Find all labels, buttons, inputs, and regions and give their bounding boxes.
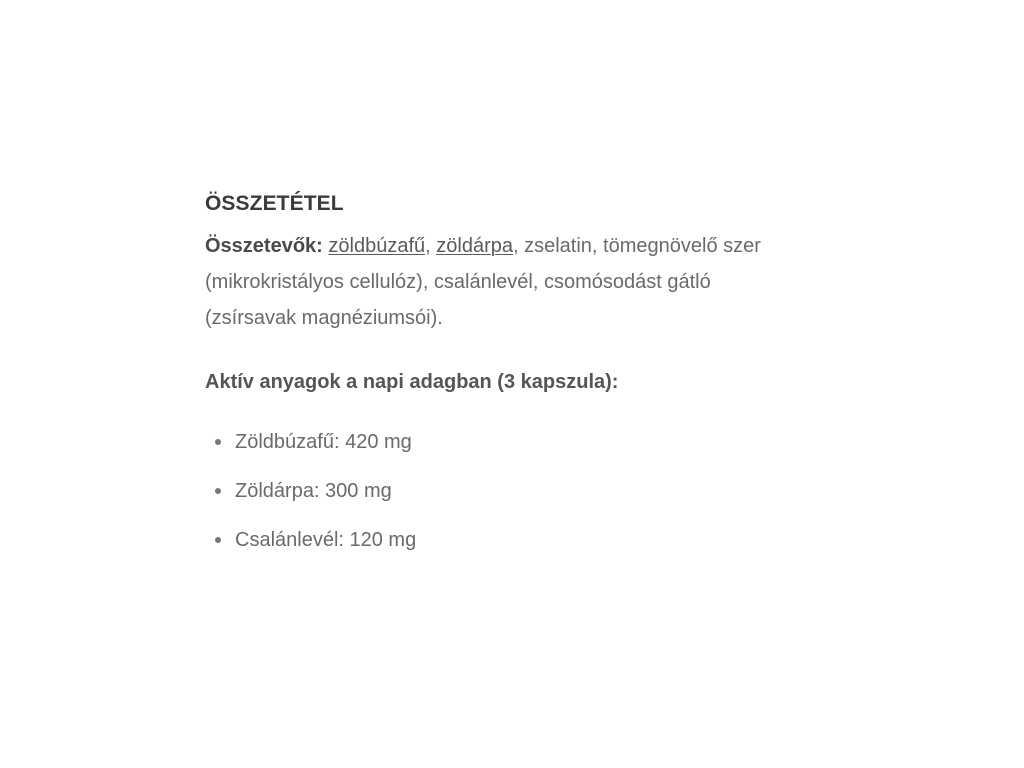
active-ingredients-title: Aktív anyagok a napi adagban (3 kapszula): <box>205 371 619 393</box>
ingredients-text-line2: (mikrokristályos cellulóz), csalánlevél, csomósodást gátló <box>205 271 711 293</box>
list-item <box>215 525 825 555</box>
list-item-text: Csalánlevél: 120 mg <box>235 529 417 551</box>
list-item <box>215 427 825 457</box>
link-green-barley[interactable]: zöldárpa <box>436 235 513 257</box>
separator-text: , <box>425 235 437 257</box>
ingredients-text-line1: , zselatin, tömegnövelő szer <box>513 235 761 257</box>
ingredients-text-line3: (zsírsavak magnéziumsói). <box>205 307 443 329</box>
bullet-icon <box>215 439 221 445</box>
ingredients-label: Összetevők: <box>205 235 323 257</box>
list-item-text: Zöldbúzafű: 420 mg <box>235 431 412 453</box>
composition-section <box>205 188 825 574</box>
list-item <box>215 476 825 506</box>
bullet-icon <box>215 537 221 543</box>
bullet-icon <box>215 488 221 494</box>
list-item-text: Zöldárpa: 300 mg <box>235 480 392 502</box>
active-ingredients-list <box>215 427 825 555</box>
link-green-wheat[interactable]: zöldbúzafű <box>328 235 426 257</box>
section-title: ÖSSZETÉTEL <box>205 192 344 215</box>
ingredients-paragraph <box>205 228 825 336</box>
